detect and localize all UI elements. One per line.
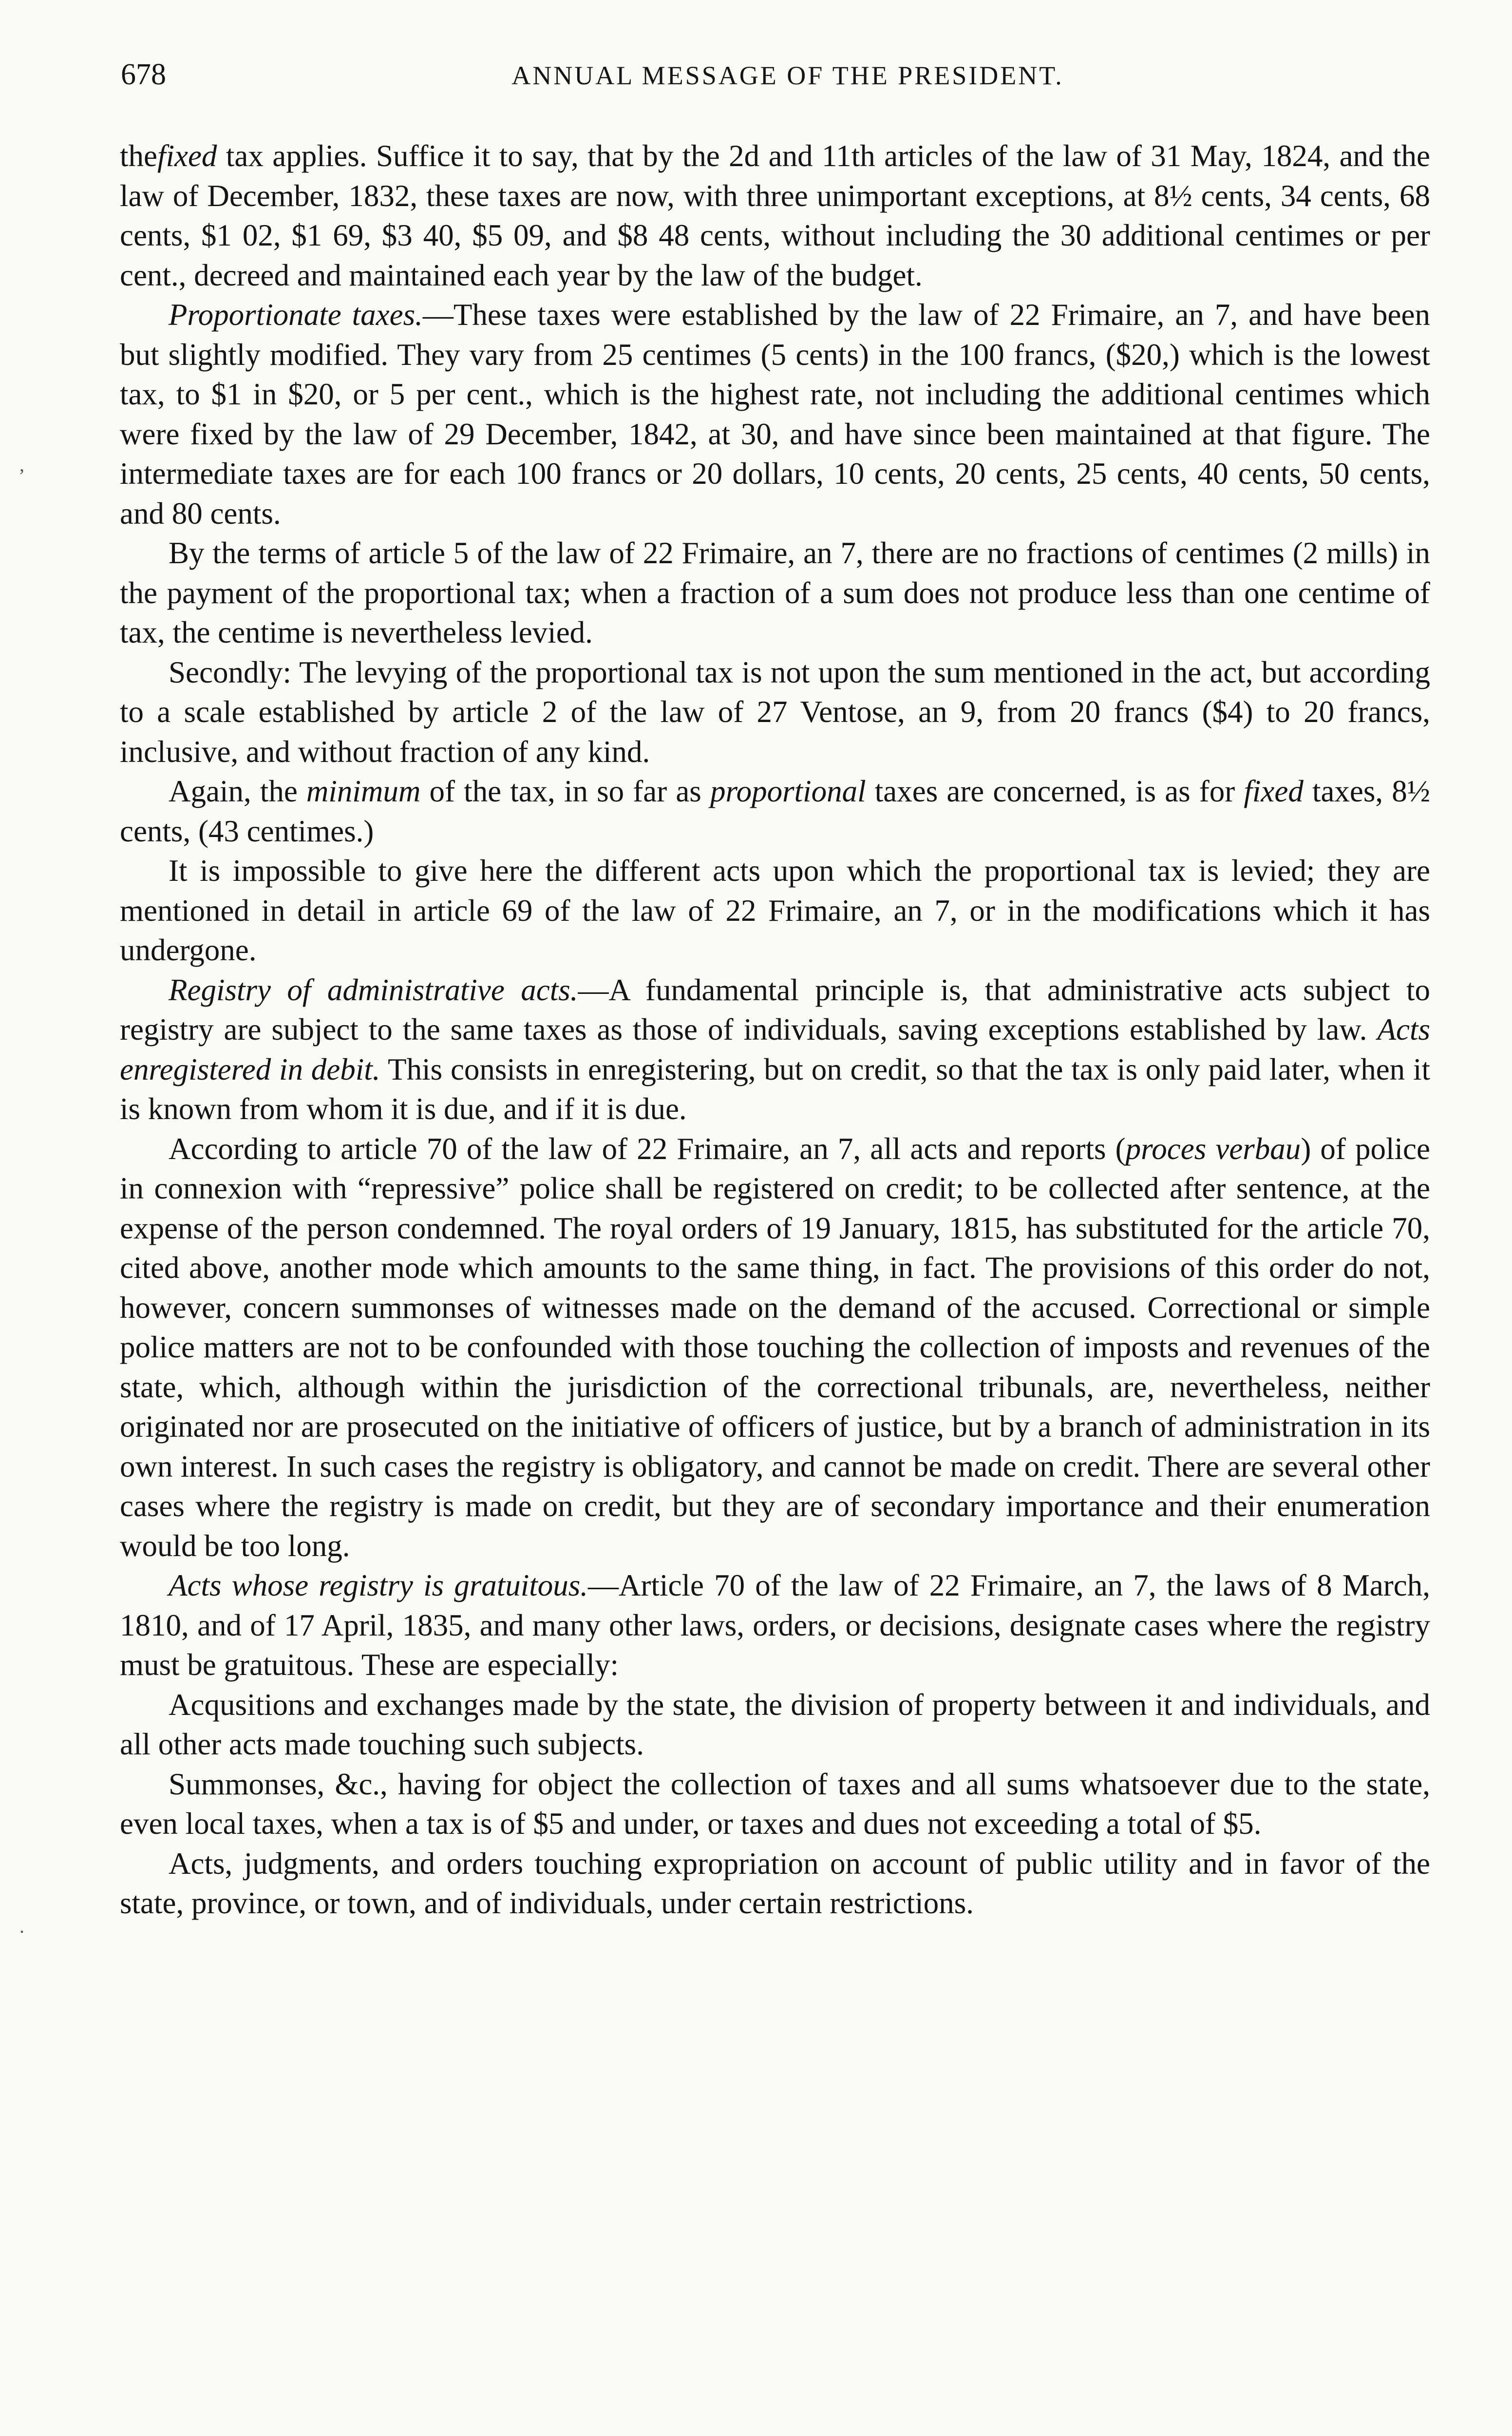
margin-mark: , <box>19 454 24 476</box>
paragraph: Acqusitions and exchanges made by the state, the division of property between it and individuals, and all other acts made touching such subjects. <box>120 1687 1430 1761</box>
paragraph: thefixed tax applies. Suffice it to say, that by the 2d and 11th articles of the law of 31 May, 1824, and the law of December, 1832, these taxes are now, with three unimportant exceptions, at 8½ cents, 34 cents, 68 cents, $1 02, $1 69, $3 40, $5 09, and $8 48 cents, without including the 30 additional centimes or per cent., decreed and maintained each year by the law of the budget. <box>120 139 1430 292</box>
page-number: 678 <box>121 58 166 91</box>
body-text <box>120 136 1430 1923</box>
margin-mark: . <box>19 1915 24 1937</box>
paragraph: Registry of administrative acts.—A fundamental principle is, that administrative acts subject to registry are subject to the same taxes as those of individuals, saving exceptions established by law. Acts enregistered in debit. This consists in enregistering, but on credit, so that the tax is only paid later, when it is known from whom it is due, and if it is due. <box>120 972 1430 1126</box>
running-head: ANNUAL MESSAGE OF THE PRESIDENT. <box>511 61 1064 90</box>
paragraph: Proportionate taxes.—These taxes were established by the law of 22 Frimaire, an 7, and have been but slightly modified. They vary from 25 centimes (5 cents) in the 100 francs, ($20,) which is the lowest tax, to $1 in $20, or 5 per cent., which is the highest rate, not including the additional centimes which were fixed by the law of 29 December, 1842, at 30, and have since been maintained at that figure. The intermediate taxes are for each 100 francs or 20 dollars, 10 cents, 20 cents, 25 cents, 40 cents, 50 cents, and 80 cents. <box>120 298 1430 531</box>
paragraph: It is impossible to give here the different acts upon which the proportional tax is levied; they are mentioned in detail in article 69 of the law of 22 Frimaire, an 7, or in the modifications which it has undergone. <box>120 854 1430 967</box>
paragraph: Secondly: The levying of the proportional tax is not upon the sum mentioned in the act, but according to a scale established by article 2 of the law of 27 Ventose, an 9, from 20 francs ($4) to 20 francs, inclusive, and without fraction of any kind. <box>120 655 1430 769</box>
paragraph: According to article 70 of the law of 22 Frimaire, an 7, all acts and reports (proces verbau) of police in connexion with “repressive” police shall be registered on credit; to be collected after sentence, at the expense of the person condemned. The royal orders of 19 January, 1815, has substituted for the article 70, cited above, another mode which amounts to the same thing, in fact. The provisions of this order do not, however, concern summonses of witnesses made on the demand of the accused. Correctional or simple police matters are not to be confounded with those touching the collection of imposts and revenues of the state, which, although within the jurisdiction of the correctional tribunals, are, nevertheless, neither originated nor are prosecuted on the initiative of officers of justice, but by a branch of administration in its own interest. In such cases the registry is obligatory, and cannot be made on credit. There are several other cases where the registry is made on credit, but they are of secondary importance and their enumeration would be too long. <box>120 1131 1430 1563</box>
paragraph: Acts, judgments, and orders touching expropriation on account of public utility and in favor of the state, province, or town, and of individuals, under certain restrictions. <box>120 1846 1430 1920</box>
section-heading: Registry of administrative acts. <box>169 972 578 1007</box>
section-heading: Acts whose registry is gratuitous. <box>169 1568 588 1602</box>
paragraph: Again, the minimum of the tax, in so far as proportional taxes are concerned, is as for fixed taxes, 8½ cents, (43 centimes.) <box>120 774 1431 848</box>
section-heading: Acts enregistered in debit. <box>120 1012 1430 1086</box>
paragraph: By the terms of article 5 of the law of 22 Frimaire, an 7, there are no fractions of centimes (2 mills) in the payment of the proportional tax; when a fraction of a sum does not produce less than one centime of tax, the centime is nevertheless levied. <box>120 536 1430 649</box>
paragraph: Summonses, &c., having for object the collection of taxes and all sums whatsoever due to the state, even local taxes, when a tax is of $5 and under, or taxes and dues not exceeding a total of $5. <box>120 1767 1430 1841</box>
section-heading: Proportionate taxes. <box>169 298 423 332</box>
paragraph: Acts whose registry is gratuitous.—Article 70 of the law of 22 Frimaire, an 7, the laws of 8 March, 1810, and of 17 April, 1835, and many other laws, orders, or decisions, designate cases where the registry must be gratuitous. These are especially: <box>120 1568 1430 1682</box>
